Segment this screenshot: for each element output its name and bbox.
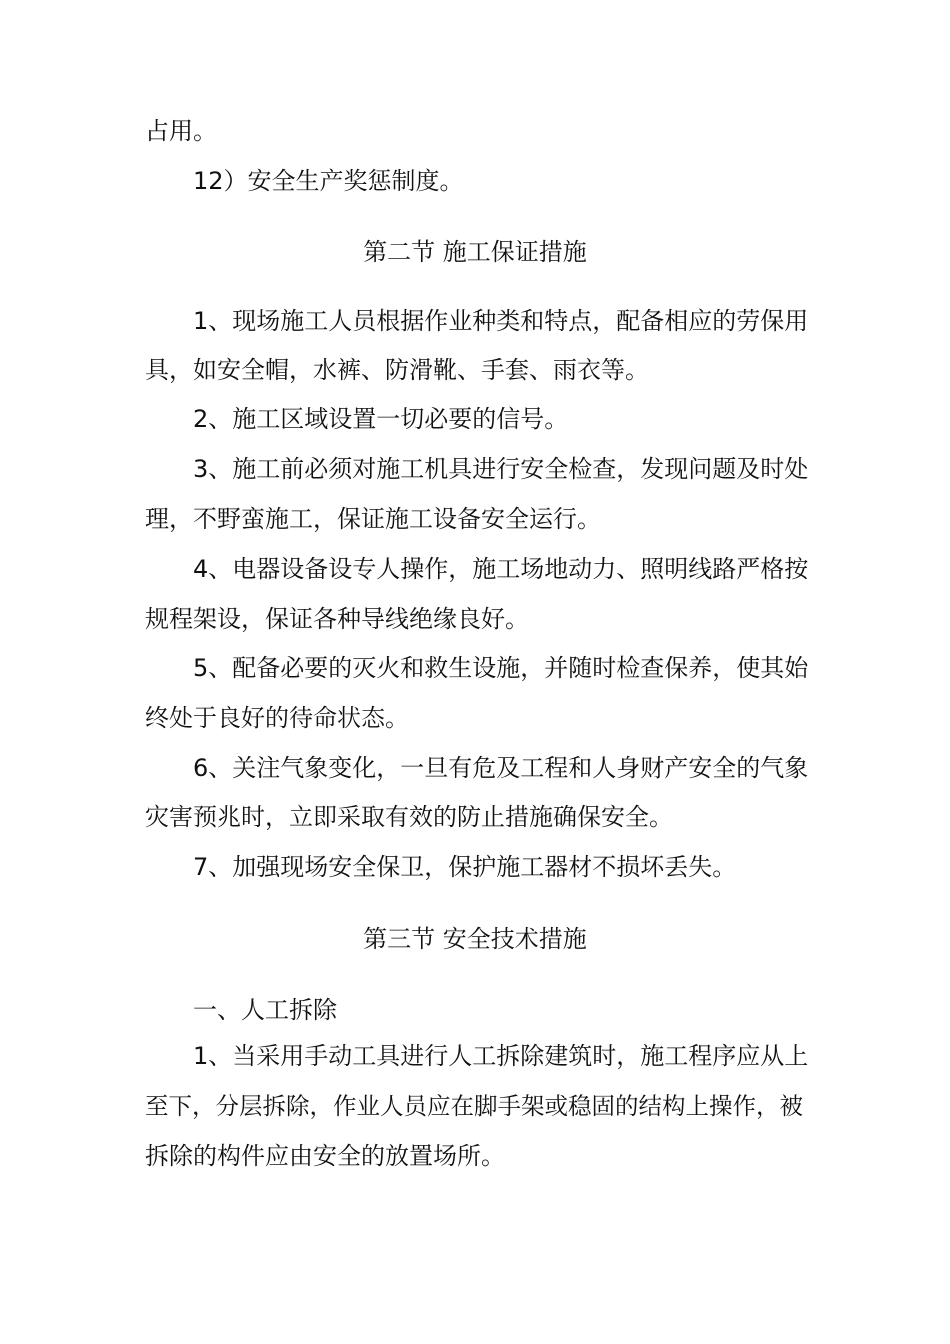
text-line: 1、现场施工人员根据作业种类和特点，配备相应的劳保用 (193, 307, 809, 335)
section-heading: 第二节 施工保证措施 (363, 238, 587, 266)
text-line: 12）安全生产奖惩制度。 (193, 167, 464, 195)
text-line: 规程架设，保证各种导线绝缘良好。 (145, 605, 529, 633)
text-line: 占用。 (145, 117, 217, 145)
text-line: 6、关注气象变化，一旦有危及工程和人身财产安全的气象 (193, 754, 809, 782)
text-line: 2、施工区域设置一切必要的信号。 (193, 405, 569, 433)
text-line: 灾害预兆时，立即采取有效的防止措施确保安全。 (145, 803, 673, 831)
text-line: 4、电器设备设专人操作，施工场地动力、照明线路严格按 (193, 555, 809, 583)
text-line: 5、配备必要的灭火和救生设施，并随时检查保养，使其始 (193, 654, 809, 682)
text-line: 3、施工前必须对施工机具进行安全检查，发现问题及时处 (193, 455, 809, 483)
section-heading: 第三节 安全技术措施 (363, 925, 587, 953)
text-line: 终处于良好的待命状态。 (145, 704, 409, 732)
text-line: 至下，分层拆除，作业人员应在脚手架或稳固的结构上操作，被 (145, 1092, 803, 1120)
text-line: 理，不野蛮施工，保证施工设备安全运行。 (145, 505, 601, 533)
text-line: 1、当采用手动工具进行人工拆除建筑时，施工程序应从上 (193, 1042, 809, 1070)
text-line: 具，如安全帽，水裤、防滑靴、手套、雨衣等。 (145, 356, 649, 384)
text-line: 7、加强现场安全保卫，保护施工器材不损坏丢失。 (193, 853, 737, 881)
text-line: 拆除的构件应由安全的放置场所。 (145, 1142, 505, 1170)
subsection-heading: 一、人工拆除 (193, 996, 337, 1024)
